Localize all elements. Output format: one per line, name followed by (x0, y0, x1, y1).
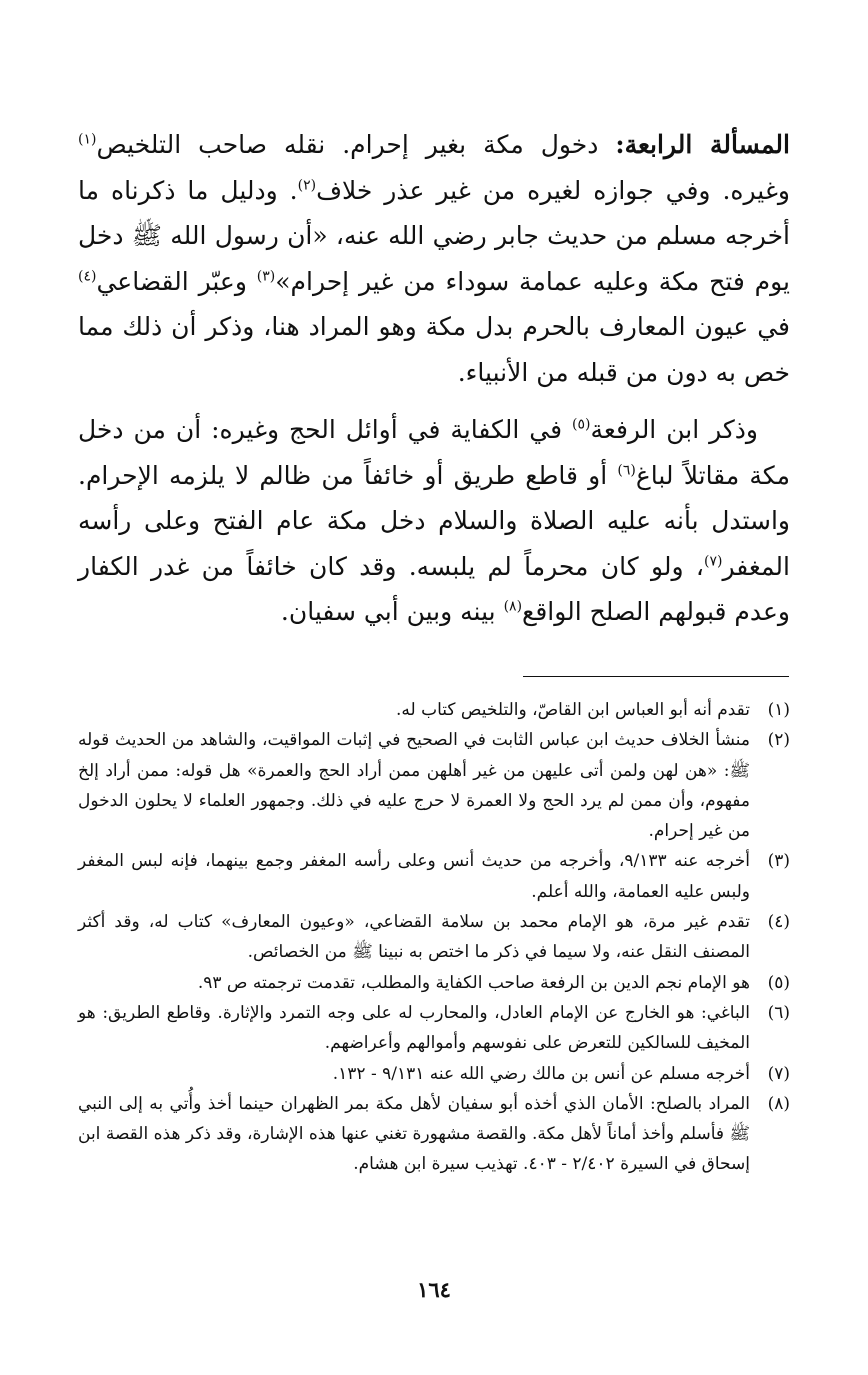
text-segment: بينه وبين أبي سفيان. (280, 597, 504, 626)
text-segment: ، ولو كان محرماً لم يلبسه. وقد كان خائفاً من غدر الكفار وعدم قبولهم الصلح الواقع (78, 551, 790, 626)
footnote (78, 907, 790, 968)
footnote-text: أخرجه مسلم عن أنس بن مالك رضي الله عنه ٩/١٣١ - ١٣٢. (332, 1063, 750, 1084)
footnote-number: (٥) (767, 972, 790, 993)
paragraph-2 (78, 407, 790, 635)
footnote (78, 695, 790, 725)
footnote-number: (٦) (767, 1002, 790, 1023)
page-number: ١٦٤ (417, 1277, 451, 1302)
footnote-number: (٤) (767, 912, 790, 933)
footnote-text: الباغي: هو الخارج عن الإمام العادل، والمحارب له على وجه التمرد والإثارة. وقاطع الطريق: هو المخيف للسالكين للتعرض على نفوسهم وأموالهم وأعراضهم. (78, 1002, 750, 1054)
footnote-ref-1: (١) (78, 131, 97, 148)
text-segment: . ودليل ما ذكرناه ما أخرجه مسلم من حديث جابر رضي الله عنه، «أن رسول الله ﷺ دخل يوم فتح مكة وعليه عمامة سوداء من غير إحرام» (78, 175, 790, 296)
footnote (78, 1059, 790, 1089)
footnote-number: (٣) (767, 851, 790, 872)
text-segment: وغيره. وفي جوازه لغيره من غير عذر خلاف (316, 175, 790, 205)
footnotes (78, 695, 790, 1180)
section-heading: المسألة الرابعة: (615, 130, 790, 159)
footnote (78, 998, 790, 1059)
footnote-ref-6: (٦) (617, 462, 636, 479)
footnote-number: (٨) (767, 1093, 790, 1114)
text-segment: أو قاطع طريق أو خائفاً من ظالم لا يلزمه الإحرام. واستدل بأنه عليه الصلاة والسلام دخل مكة عام الفتح وعلى رأسه المغفر (78, 460, 790, 581)
footnote-text: المراد بالصلح: الأمان الذي أخذه أبو سفيان لأهل مكة بمر الظهران حينما أخذ وأُتي به إلى النبي ﷺ فأسلم وأخذ أماناً لأهل مكة. والقصة مشهورة تغني عنها هذه الإشارة، وقد ذكر هذه القصة ابن إسحاق في السيرة ٢/٤٠٢ - ٤٠٣. تهذيب سيرة ابن هشام. (78, 1093, 750, 1175)
footnote-text: أخرجه عنه ٩/١٣٣، وأخرجه من حديث أنس وعلى رأسه المغفر وجمع بينهما، فإنه لبس المغفر ولبس عليه العمامة، والله أعلم. (78, 851, 750, 902)
footnote-ref-8: (٨) (503, 598, 523, 615)
footnote-ref-2: (٢) (297, 177, 317, 194)
footnote (78, 1089, 790, 1180)
text-segment: في عيون المعارف بالحرم بدل مكة وهو المراد هنا، وذكر أن ذلك مما خص به دون من قبله من الأنبياء. (78, 312, 790, 387)
footnote-number: (٧) (767, 1063, 790, 1084)
footnote-number: (١) (767, 700, 790, 720)
footnote-number: (٢) (767, 730, 790, 751)
paragraph-1 (78, 122, 790, 395)
text-segment: وعبّر القضاعي (96, 266, 257, 296)
footnote-ref-3: (٣) (256, 268, 276, 285)
footnote-text: هو الإمام نجم الدين بن الرفعة صاحب الكفاية والمطلب، تقدمت ترجمته ص ٩٣. (197, 972, 750, 993)
text-segment: وذكر ابن الرفعة (590, 415, 758, 444)
footnote (78, 968, 790, 998)
text-segment: في الكفاية في أوائل الحج وغيره: أن من دخل مكة مقاتلاً لباغ (78, 415, 790, 490)
main-text (78, 122, 790, 635)
footnote-ref-7: (٧) (704, 553, 723, 570)
footnote-text: تقدم غير مرة، هو الإمام محمد بن سلامة القضاعي، «وعيون المعارف» كتاب له، وقد أكثر المصنف النقل عنه، ولا سيما في ذكر ما اختص به نبينا ﷺ من الخصائص. (78, 912, 750, 963)
text-segment: دخول مكة بغير إحرام. نقله صاحب التلخيص (96, 130, 616, 159)
footnote-separator (523, 676, 789, 677)
footnote-ref-5: (٥) (572, 416, 591, 433)
footnote-ref-4: (٤) (78, 268, 97, 285)
footnote-text: تقدم أنه أبو العباس ابن القاصّ، والتلخيص كتاب له. (395, 700, 750, 720)
footnote (78, 846, 790, 907)
footnote-text: منشأ الخلاف حديث ابن عباس الثابت في الصحيح في إثبات المواقيت، والشاهد من الحديث قوله ﷺ: «هن لهن ولمن أتى عليهن من غير أهلهن ممن أراد الحج والعمرة» هل قوله: ممن أراد إلخ مفهوم، وأن ممن لم يرد الحج ولا العمرة لا حرج عليه في ذلك. وجمهور العلماء لا يحلون الدخول من غير إحرام. (78, 730, 750, 842)
footnote (78, 725, 790, 846)
